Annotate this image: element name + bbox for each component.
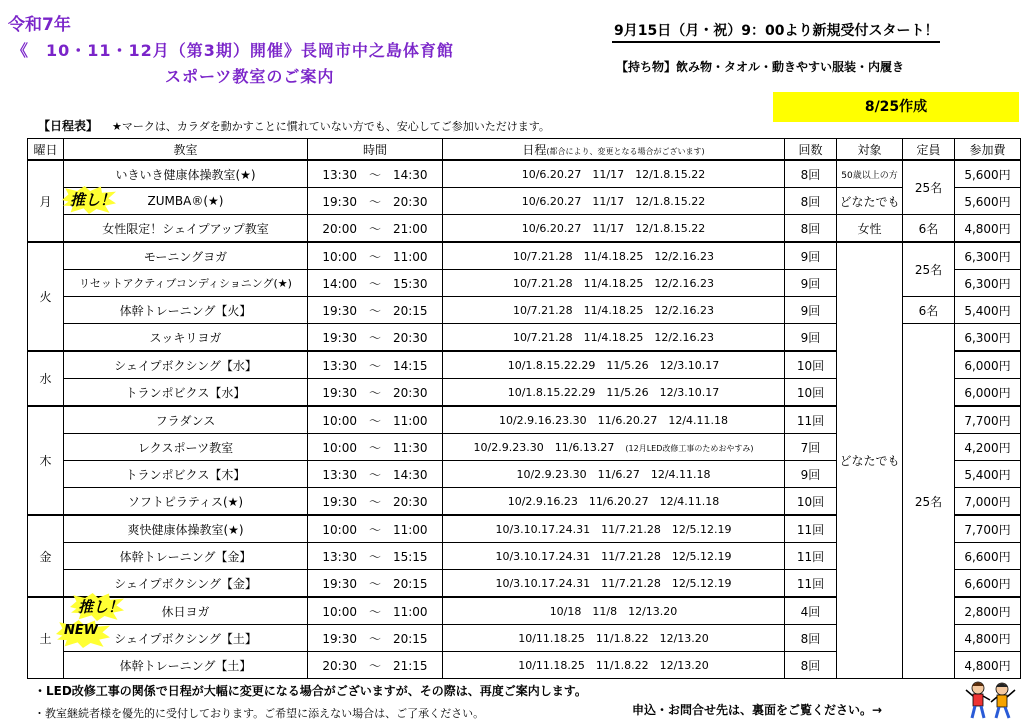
class-name: いきいき健康体操教室(★) [64,160,308,188]
class-capacity: 25名 [903,324,955,679]
class-dates: 10/11.18.25 11/1.8.22 12/13.20 [443,625,785,652]
class-dates: 10/7.21.28 11/4.18.25 12/2.16.23 [443,324,785,352]
class-capacity: 6名 [903,215,955,243]
class-time: 14:00 ～ 15:30 [308,270,443,297]
schedule-table [27,138,1021,679]
class-time: 10:00 ～ 11:00 [308,406,443,434]
created-date-badge: 8/25作成 [773,92,1019,122]
class-time: 19:30 ～ 20:30 [308,188,443,215]
class-count: 11回 [785,543,837,570]
class-time: 19:30 ～ 20:15 [308,297,443,324]
star-mark-explanation: ★マークは、カラダを動かすことに慣れていない方でも、安心してご参加いただけます。 [112,120,550,133]
class-fee: 4,800円 [955,652,1021,679]
class-time: 13:30 ～ 14:30 [308,461,443,488]
table-row [28,215,1021,243]
page-subtitle: スポーツ教室のご案内 [165,67,335,86]
class-name: リセットアクティブコンディショニング(★) [64,270,308,297]
osusume-tag: 推し！ [70,191,116,209]
class-fee: 7,000円 [955,488,1021,516]
class-name: 爽快健康体操教室(★) [64,515,308,543]
class-name: フラダンス [64,406,308,434]
day-cell-sat: 土 [28,597,64,679]
class-fee: 7,700円 [955,515,1021,543]
table-row [28,188,1021,215]
class-count: 11回 [785,570,837,598]
class-time: 13:30 ～ 15:15 [308,543,443,570]
class-dates: 10/18 11/8 12/13.20 [443,597,785,625]
col-day: 曜日 [28,139,64,161]
col-count: 回数 [785,139,837,161]
class-fee: 6,600円 [955,570,1021,598]
class-fee: 6,300円 [955,242,1021,270]
class-fee: 7,700円 [955,406,1021,434]
class-fee: 4,800円 [955,625,1021,652]
class-dates: 10/1.8.15.22.29 11/5.26 12/3.10.17 [443,351,785,379]
class-name: シェイプボクシング【土】 [64,625,308,652]
class-count: 11回 [785,406,837,434]
class-count: 4回 [785,597,837,625]
class-count: 8回 [785,652,837,679]
class-fee: 5,600円 [955,160,1021,188]
class-name: モーニングヨガ [64,242,308,270]
day-cell-thu: 木 [28,406,64,515]
era-title: 令和7年 [8,15,71,35]
footer-led-notice: ・LED改修工事の関係で日程が大幅に変更になる場合がございますが、その際は、再度ご案内します。 [34,684,587,698]
class-name: トランポビクス【水】 [64,379,308,407]
footer-priority-notice: ・教室継続者様を優先的に受付しております。ご希望に添えない場合は、ご了承ください。 [34,707,485,720]
class-fee: 2,800円 [955,597,1021,625]
class-count: 9回 [785,461,837,488]
items-to-bring: 【持ち物】飲み物・タオル・動きやすい服装・内履き [616,60,905,74]
class-count: 7回 [785,434,837,461]
col-time: 時間 [308,139,443,161]
term-title: 《 10・11・12月（第3期）開催》長岡市中之島体育館 [12,41,454,60]
class-time: 13:30 ～ 14:30 [308,160,443,188]
class-target: どなたでも [837,242,903,679]
class-count: 8回 [785,188,837,215]
class-count: 10回 [785,379,837,407]
col-class: 教室 [64,139,308,161]
class-dates: 10/6.20.27 11/17 12/1.8.15.22 [443,215,785,243]
class-dates: 10/11.18.25 11/1.8.22 12/13.20 [443,652,785,679]
class-count: 8回 [785,625,837,652]
class-name: 休日ヨガ [64,597,308,625]
osusume-tag: 推し！ [78,598,124,616]
class-time: 10:00 ～ 11:30 [308,434,443,461]
class-dates: 10/3.10.17.24.31 11/7.21.28 12/5.12.19 [443,570,785,598]
class-fee: 6,000円 [955,351,1021,379]
table-row [28,242,1021,270]
class-dates: 10/7.21.28 11/4.18.25 12/2.16.23 [443,242,785,270]
class-name: トランポビクス【木】 [64,461,308,488]
class-name: シェイプボクシング【水】 [64,351,308,379]
class-fee: 5,400円 [955,297,1021,324]
class-time: 10:00 ～ 11:00 [308,242,443,270]
class-target: どなたでも [837,188,903,215]
class-time: 20:00 ～ 21:00 [308,215,443,243]
class-dates: 10/2.9.23.30 11/6.27 12/4.11.18 [443,461,785,488]
class-dates: 10/2.9.16.23.30 11/6.20.27 12/4.11.18 [443,406,785,434]
col-dates: 日程(都合により、変更となる場合がございます) [443,139,785,161]
class-name: ZUMBA®(★) [64,188,308,215]
class-count: 9回 [785,324,837,352]
class-dates: 10/3.10.17.24.31 11/7.21.28 12/5.12.19 [443,515,785,543]
class-capacity: 25名 [903,242,955,297]
class-dates: 10/1.8.15.22.29 11/5.26 12/3.10.17 [443,379,785,407]
class-name: シェイプボクシング【金】 [64,570,308,598]
col-target: 対象 [837,139,903,161]
class-dates: 10/2.9.23.30 11/6.13.27 (12月LED改修工事のためおやすみ) [443,434,785,461]
class-count: 9回 [785,297,837,324]
class-fee: 6,300円 [955,270,1021,297]
class-fee: 4,200円 [955,434,1021,461]
class-dates: 10/6.20.27 11/17 12/1.8.15.22 [443,188,785,215]
class-count: 11回 [785,515,837,543]
class-time: 10:00 ～ 11:00 [308,515,443,543]
col-capacity: 定員 [903,139,955,161]
class-time: 19:30 ～ 20:15 [308,570,443,598]
new-tag: NEW [64,623,99,638]
class-time: 19:30 ～ 20:30 [308,379,443,407]
class-time: 13:30 ～ 14:15 [308,351,443,379]
class-dates: 10/6.20.27 11/17 12/1.8.15.22 [443,160,785,188]
class-count: 10回 [785,351,837,379]
class-name: 体幹トレーニング【金】 [64,543,308,570]
class-count: 10回 [785,488,837,516]
class-name: スッキリヨガ [64,324,308,352]
class-name: レクスポーツ教室 [64,434,308,461]
class-count: 8回 [785,160,837,188]
class-fee: 6,300円 [955,324,1021,352]
contact-info: 申込・お問合せ先は、裏面をご覧ください。→ [632,703,883,717]
schedule-label: 【日程表】 [38,119,99,133]
class-time: 19:30 ～ 20:30 [308,324,443,352]
class-name: 体幹トレーニング【火】 [64,297,308,324]
class-target: 女性 [837,215,903,243]
class-dates: 10/2.9.16.23 11/6.20.27 12/4.11.18 [443,488,785,516]
col-fee: 参加費 [955,139,1021,161]
class-name: ソフトピラティス(★) [64,488,308,516]
class-capacity: 6名 [903,297,955,324]
class-name: 体幹トレーニング【土】 [64,652,308,679]
registration-notice: 9月15日（月・祝）9：00より新規受付スタート！ [612,20,940,43]
kids-illustration-icon [964,680,1018,720]
class-fee: 5,400円 [955,461,1021,488]
day-cell-wed: 水 [28,351,64,406]
class-fee: 4,800円 [955,215,1021,243]
class-fee: 5,600円 [955,188,1021,215]
table-row [28,160,1021,188]
class-capacity: 25名 [903,160,955,215]
class-count: 9回 [785,242,837,270]
class-target: 50歳以上の方 [837,160,903,188]
class-dates: 10/7.21.28 11/4.18.25 12/2.16.23 [443,297,785,324]
day-cell-tue: 火 [28,242,64,351]
class-dates: 10/3.10.17.24.31 11/7.21.28 12/5.12.19 [443,543,785,570]
class-time: 20:30 ～ 21:15 [308,652,443,679]
schedule-note [38,117,550,134]
class-count: 8回 [785,215,837,243]
day-cell-mon: 月 [28,160,64,242]
class-dates: 10/7.21.28 11/4.18.25 12/2.16.23 [443,270,785,297]
class-fee: 6,600円 [955,543,1021,570]
day-cell-fri: 金 [28,515,64,597]
class-time: 19:30 ～ 20:30 [308,488,443,516]
class-time: 19:30 ～ 20:15 [308,625,443,652]
class-time: 10:00 ～ 11:00 [308,597,443,625]
class-fee: 6,000円 [955,379,1021,407]
class-name: 女性限定！シェイプアップ教室 [64,215,308,243]
table-header-row [28,139,1021,161]
class-count: 9回 [785,270,837,297]
